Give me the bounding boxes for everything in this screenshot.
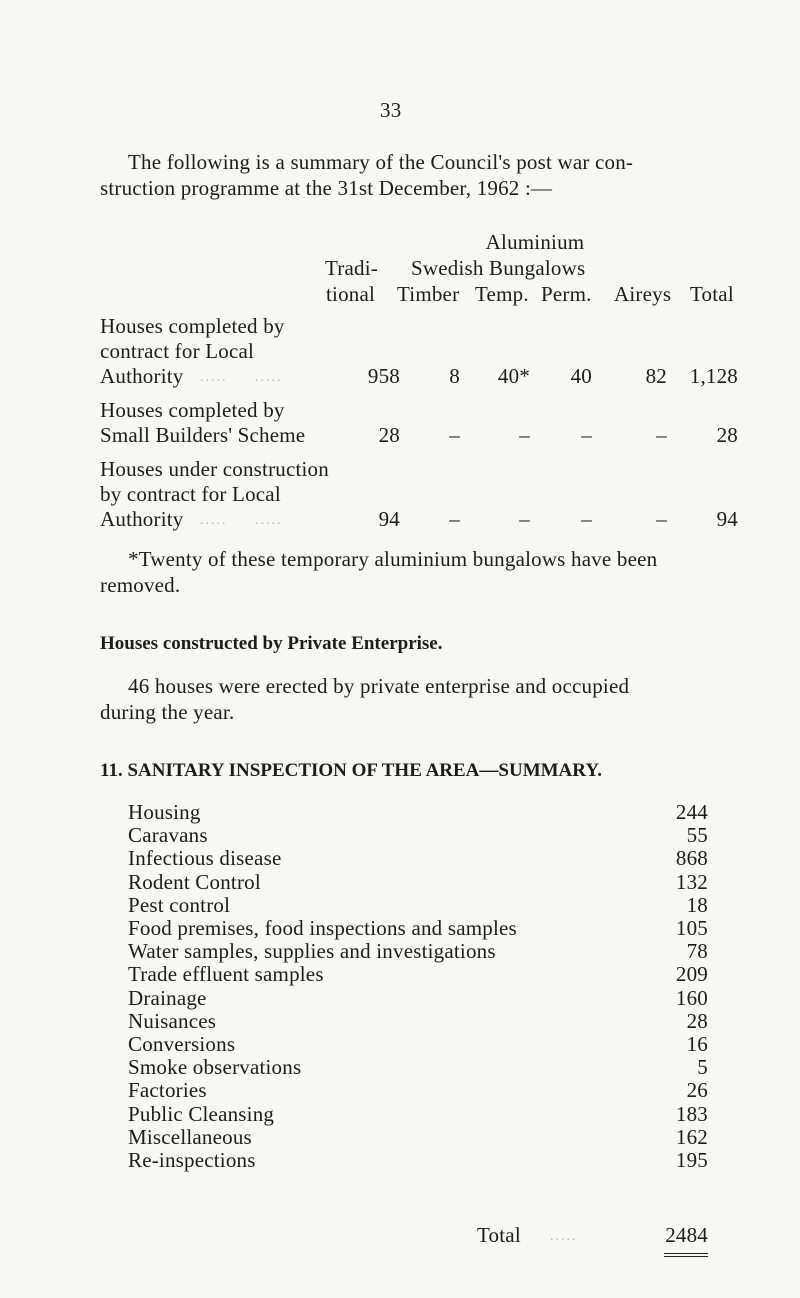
footnote-line-2: removed. [100, 573, 181, 597]
intro-line-2: struction programme at the 31st December, 1962 :— [100, 176, 553, 200]
row1-perm: 40 [570, 364, 592, 388]
sanitary-item-label: Public Cleansing [128, 1102, 275, 1126]
row3-label-line3: Authority [100, 507, 184, 531]
sanitary-item-value: 5 [697, 1055, 708, 1079]
col-temp: Temp. [475, 282, 529, 306]
row1-label-line3: Authority [100, 364, 184, 388]
sanitary-item-label: Trade effluent samples [128, 962, 324, 986]
sanitary-item-label: Pest control [128, 893, 231, 917]
sanitary-item-value: 132 [675, 870, 708, 894]
col-total: Total [690, 282, 734, 306]
sanitary-item-value: 28 [686, 1009, 708, 1033]
col-traditional: tional [326, 282, 376, 306]
sanitary-item-value: 162 [675, 1125, 708, 1149]
row3-label-line2: by contract for Local [100, 482, 281, 506]
row2-aireys: – [656, 423, 667, 447]
sanitary-item-label: Conversions [128, 1032, 236, 1056]
sanitary-item-label: Smoke observations [128, 1055, 302, 1079]
sanitary-item-label: Nuisances [128, 1009, 217, 1033]
sanitary-item-value: 160 [675, 986, 708, 1010]
leader-dots: ..... [550, 1229, 578, 1244]
row3-temp: – [519, 507, 530, 531]
page-number: 33 [380, 98, 402, 122]
sanitary-item-label: Water samples, supplies and investigations [128, 939, 496, 963]
col-aireys: Aireys [614, 282, 672, 306]
sanitary-heading: 11. SANITARY INSPECTION OF THE AREA—SUMMARY. [100, 760, 603, 781]
row3-traditional: 94 [378, 507, 400, 531]
sanitary-item-label: Miscellaneous [128, 1125, 252, 1149]
private-enterprise-heading: Houses constructed by Private Enterprise. [100, 633, 443, 654]
row1-aireys: 82 [645, 364, 667, 388]
sanitary-item-value: 18 [686, 893, 708, 917]
sanitary-item-value: 209 [675, 962, 708, 986]
sanitary-item-value: 868 [675, 846, 708, 870]
sanitary-item-value: 244 [675, 800, 708, 824]
row3-perm: – [581, 507, 592, 531]
sanitary-item-value: 195 [675, 1148, 708, 1172]
sanitary-item-label: Rodent Control [128, 870, 261, 894]
row1-traditional: 958 [367, 364, 400, 388]
row1-temp: 40* [497, 364, 530, 388]
double-underline-bottom [664, 1256, 708, 1257]
row3-timber: – [449, 507, 460, 531]
row2-total: 28 [716, 423, 738, 447]
sanitary-item-label: Housing [128, 800, 201, 824]
row2-temp: – [519, 423, 530, 447]
sanitary-item-value: 16 [686, 1032, 708, 1056]
total-label: Total [477, 1223, 521, 1247]
sanitary-item-label: Factories [128, 1078, 207, 1102]
row1-timber: 8 [449, 364, 460, 388]
sanitary-item-value: 78 [686, 939, 708, 963]
sanitary-item-label: Food premises, food inspections and samples [128, 916, 517, 940]
total-value: 2484 [665, 1223, 708, 1247]
col-perm: Perm. [541, 282, 592, 306]
row2-traditional: 28 [378, 423, 400, 447]
double-underline-top [664, 1253, 708, 1254]
row1-label-line2: contract for Local [100, 339, 255, 363]
header-tradi: Tradi- [325, 256, 378, 280]
sanitary-item-value: 183 [675, 1102, 708, 1126]
row2-perm: – [581, 423, 592, 447]
footnote-line-1: *Twenty of these temporary aluminium bungalows have been [128, 547, 658, 571]
private-enterprise-line-1: 46 houses were erected by private enterprise and occupied [128, 674, 630, 698]
sanitary-item-value: 55 [686, 823, 708, 847]
row3-aireys: – [656, 507, 667, 531]
leader-dots: ..... ..... [200, 370, 283, 385]
intro-line-1: The following is a summary of the Council's post war con- [128, 150, 634, 174]
sanitary-item-label: Caravans [128, 823, 208, 847]
private-enterprise-line-2: during the year. [100, 700, 235, 724]
sanitary-item-value: 105 [675, 916, 708, 940]
sanitary-item-label: Infectious disease [128, 846, 282, 870]
row2-label-line2: Small Builders' Scheme [100, 423, 306, 447]
sanitary-item-value: 26 [686, 1078, 708, 1102]
header-aluminium: Aluminium [485, 230, 585, 254]
row1-label-line1: Houses completed by [100, 314, 285, 338]
row2-label-line1: Houses completed by [100, 398, 285, 422]
header-swedish-bungalows: Swedish Bungalows [411, 256, 586, 280]
row3-total: 94 [716, 507, 738, 531]
sanitary-item-label: Re-inspections [128, 1148, 256, 1172]
row1-total: 1,128 [689, 364, 738, 388]
row3-label-line1: Houses under construction [100, 457, 329, 481]
leader-dots: ..... ..... [200, 513, 283, 528]
sanitary-item-label: Drainage [128, 986, 207, 1010]
row2-timber: – [449, 423, 460, 447]
col-timber: Timber [397, 282, 460, 306]
